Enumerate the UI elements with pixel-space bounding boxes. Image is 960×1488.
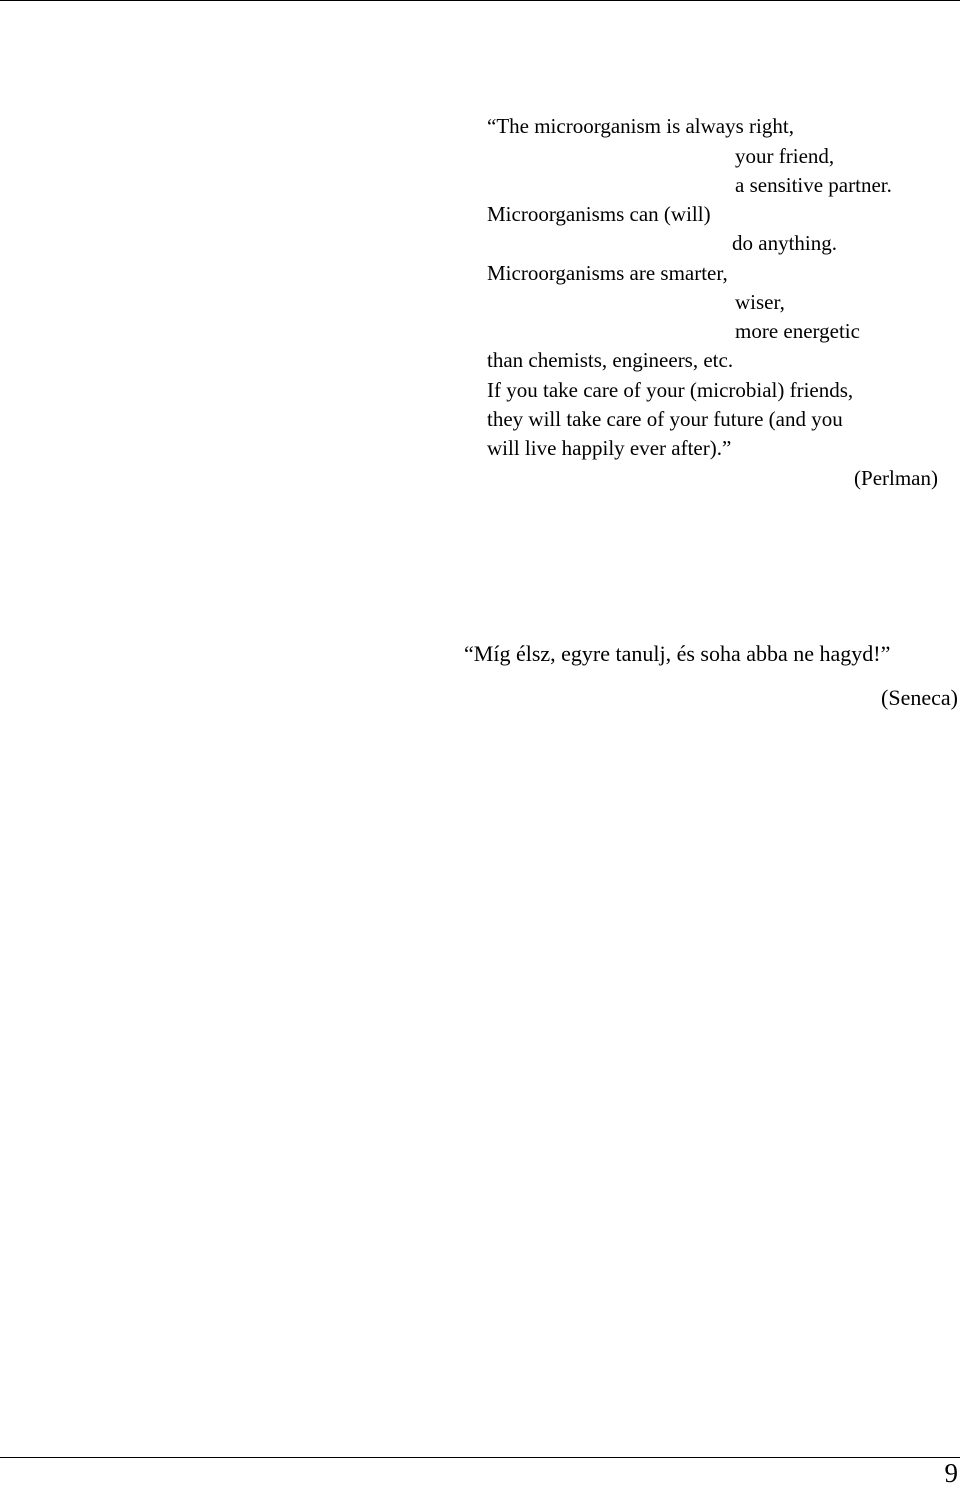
footer-rule [0,1457,960,1458]
epigraph-line: a sensitive partner. [735,173,892,197]
epigraph-line: than chemists, engineers, etc. [487,348,734,372]
epigraph-line: your friend, [735,144,835,168]
epigraph-line: they will take care of your future (and you [487,407,843,431]
epigraph-line: wiser, [735,290,785,314]
epigraph-line: If you take care of your (microbial) friends, [487,378,854,402]
epigraph-line: “The microorganism is always right, [487,114,794,138]
epigraph-line: will live happily ever after).” [487,436,732,460]
top-rule [0,0,960,1]
epigraph-attribution: (Perlman) [854,466,938,490]
epigraph-line: more energetic [735,319,860,343]
epigraph-attribution: (Seneca) [881,685,958,710]
epigraph-quote: “Míg élsz, egyre tanulj, és soha abba ne hagyd!” [464,641,891,666]
epigraph-line: do anything. [732,231,837,255]
epigraph-line: Microorganisms are smarter, [487,261,728,285]
page-number: 9 [944,1458,958,1488]
epigraph-line: Microorganisms can (will) [487,202,711,226]
